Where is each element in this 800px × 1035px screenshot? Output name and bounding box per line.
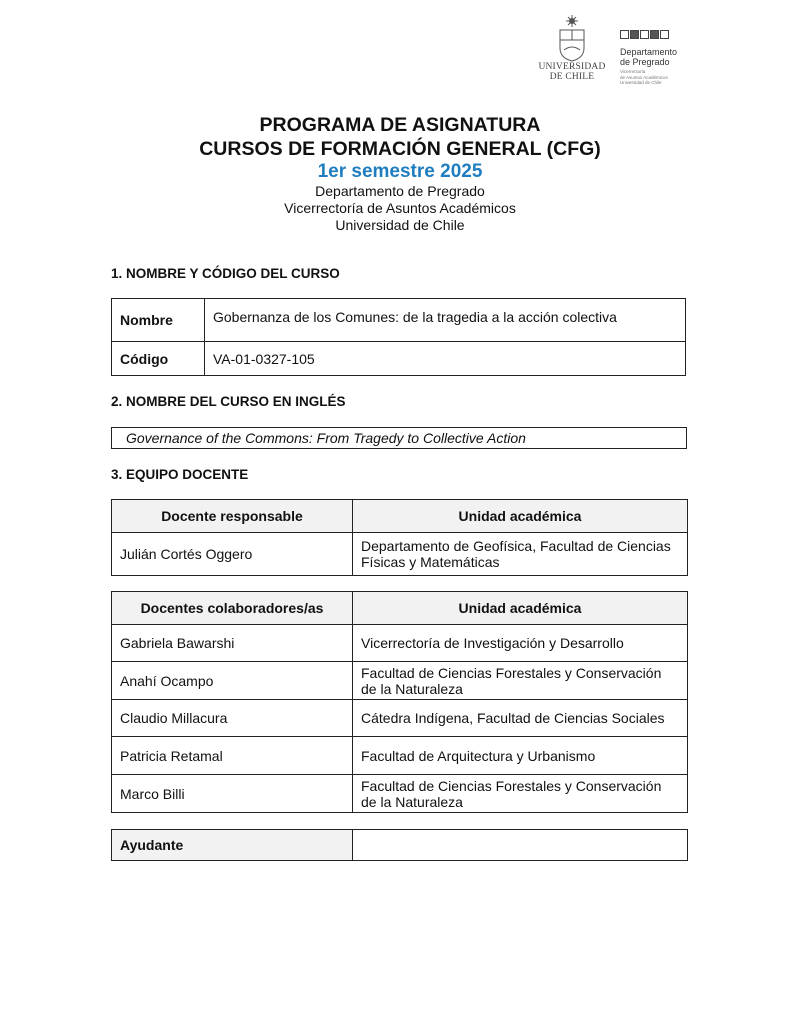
department-logo <box>620 26 710 86</box>
collaborators-header: Docentes colaboradores/as <box>112 592 353 625</box>
department-squares-icon <box>620 26 710 44</box>
responsible-unit <box>353 533 688 576</box>
document-title-line1: PROGRAMA DE ASIGNATURA <box>259 114 541 136</box>
table-row <box>112 700 688 737</box>
department-logo-line2: de Pregrado <box>620 57 670 67</box>
department-logo-sub2: de Asuntos Académicos <box>620 74 668 80</box>
collaborator-name: Claudio Millacura <box>112 700 353 737</box>
university-crest-icon <box>552 14 592 62</box>
unit-line: Vicerrectoría de Investigación y Desarrollo <box>361 635 624 651</box>
unit-line: Facultad de Arquitectura y Urbanismo <box>361 747 596 764</box>
course-code-label: Código <box>112 342 205 376</box>
document-title-line2: CURSOS DE FORMACIÓN GENERAL (CFG) <box>199 138 601 160</box>
collaborators-unit-header: Unidad académica <box>353 592 688 625</box>
collaborators-table <box>111 591 688 813</box>
english-course-name: Governance of the Commons: From Tragedy to Collective Action <box>111 427 687 449</box>
table-row <box>112 662 688 700</box>
section-3-heading: 3. EQUIPO DOCENTE <box>111 467 249 482</box>
responsible-teacher-table <box>111 499 688 576</box>
course-code-value: VA-01-0327-105 <box>205 342 686 376</box>
table-row <box>112 625 688 662</box>
collaborator-unit <box>353 775 688 813</box>
table-row <box>112 533 688 576</box>
unit-line: Físicas y Matemáticas <box>361 554 500 570</box>
unit-line: de la Naturaleza <box>361 793 463 810</box>
subtitle-department: Departamento de Pregrado <box>315 183 485 199</box>
table-row <box>112 737 688 775</box>
collaborator-name: Anahí Ocampo <box>112 662 353 700</box>
course-name-code-table <box>111 298 686 376</box>
department-logo-sub3: Universidad de Chile <box>620 80 662 85</box>
course-name-value: Gobernanza de los Comunes: de la tragedia a la acción colectiva <box>205 299 686 342</box>
assistant-value <box>353 830 688 861</box>
university-logo <box>534 14 610 86</box>
unit-line: Facultad de Ciencias Forestales y Conservación <box>361 664 662 681</box>
collaborator-unit <box>353 625 688 662</box>
course-name-label: Nombre <box>112 299 205 342</box>
university-logo-line1: UNIVERSIDAD <box>538 62 606 72</box>
collaborator-unit <box>353 737 688 775</box>
responsible-unit-header: Unidad académica <box>353 500 688 533</box>
department-logo-line1: Departamento <box>620 47 678 57</box>
semester-label: 1er semestre 2025 <box>317 161 483 182</box>
collaborator-unit <box>353 700 688 737</box>
unit-line: Facultad de Ciencias Forestales y Conservación <box>361 777 662 794</box>
university-logo-line2: DE CHILE <box>549 72 595 82</box>
assistant-label: Ayudante <box>112 830 353 861</box>
responsible-name: Julián Cortés Oggero <box>112 533 353 576</box>
section-1-heading: 1. NOMBRE Y CÓDIGO DEL CURSO <box>111 266 340 281</box>
department-logo-sub1: Vicerrectoría <box>620 69 646 74</box>
section-2-heading: 2. NOMBRE DEL CURSO EN INGLÉS <box>111 394 346 409</box>
responsible-header: Docente responsable <box>112 500 353 533</box>
collaborator-name: Gabriela Bawarshi <box>112 625 353 662</box>
table-row <box>112 775 688 813</box>
subtitle-university: Universidad de Chile <box>335 217 465 233</box>
unit-line: de la Naturaleza <box>361 680 463 697</box>
unit-line: Departamento de Geofísica, Facultad de Ciencias <box>361 538 671 554</box>
collaborator-name: Marco Billi <box>112 775 353 813</box>
assistant-table <box>111 829 688 861</box>
unit-line: Cátedra Indígena, Facultad de Ciencias Sociales <box>361 710 665 726</box>
collaborator-name: Patricia Retamal <box>112 737 353 775</box>
subtitle-vicerrectoria: Vicerrectoría de Asuntos Académicos <box>284 200 516 216</box>
collaborator-unit <box>353 662 688 700</box>
